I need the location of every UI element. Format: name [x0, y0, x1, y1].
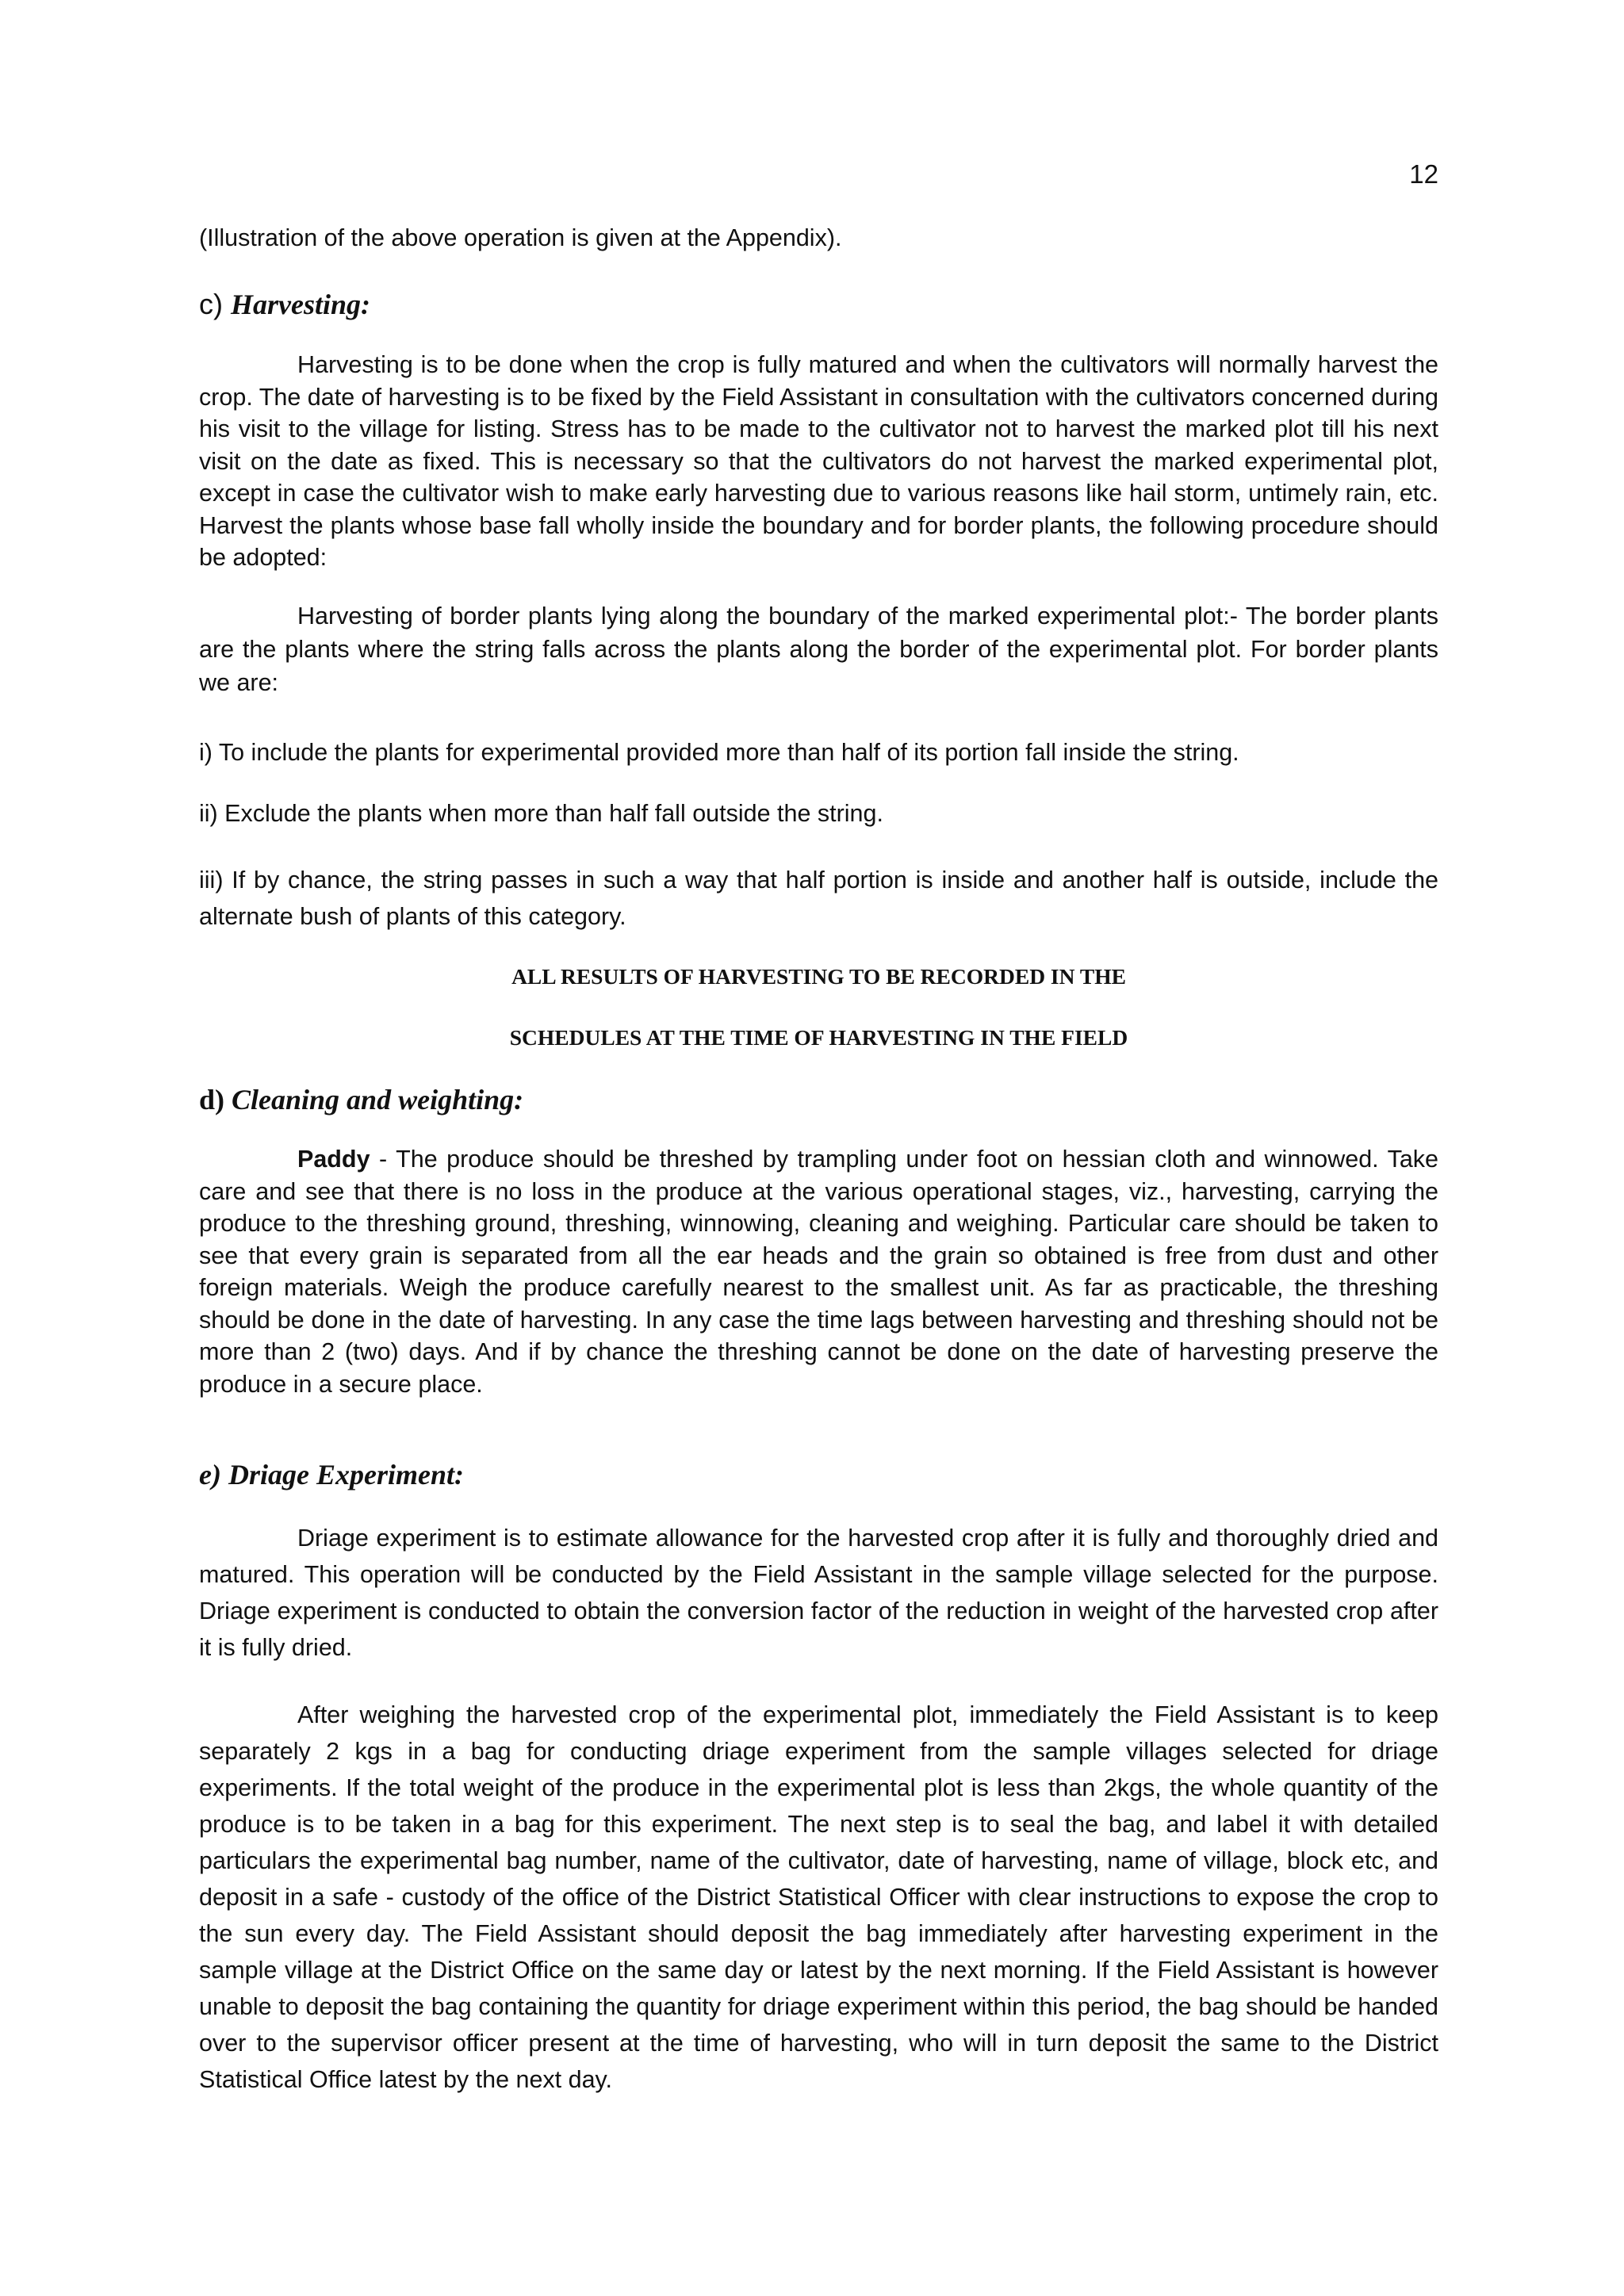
cleaning-paragraph: [199, 1143, 1438, 1400]
intro-line: (Illustration of the above operation is given at the Appendix).: [199, 224, 842, 251]
section-d-letter: d): [199, 1084, 225, 1115]
notice-line-1: ALL RESULTS OF HARVESTING TO BE RECORDED IN THE: [511, 964, 1126, 989]
harvesting-item-3: iii) If by chance, the string passes in such a way that half portion is inside and another half is outside, include the alternate bush of plants of this category.: [199, 867, 1438, 930]
driage-paragraph-1: Driage experiment is to estimate allowance for the harvested crop after it is fully and thoroughly dried and matured. This operation will be conducted by the Field Assistant in the sample village selected for the purpose. Driage experiment is conducted to obtain the conversion factor of the reduction in weight of the harvested crop after it is fully dried.: [199, 1525, 1438, 1661]
section-c-title: Harvesting:: [231, 289, 371, 320]
harvesting-paragraph-2: Harvesting of border plants lying along the boundary of the marked experimental plot:- The border plants are the plants where the string falls across the plants along the border of the experimental plot. For border plants we are:: [199, 603, 1438, 696]
section-c-heading: [199, 287, 1438, 322]
paddy-lead: Paddy: [297, 1146, 370, 1173]
section-d-title: Cleaning and weighting:: [232, 1084, 524, 1115]
harvesting-item-2: ii) Exclude the plants when more than half fall outside the string.: [199, 800, 883, 827]
cleaning-text: - The produce should be threshed by trampling under foot on hessian cloth and winnowed. Take care and see that there is no loss in the produce at the various operational stages, viz., harvesting, carrying the produce to the threshing ground, threshing, winnowing, cleaning and weighing. Particular care should be taken to see that every grain is separated from all the ear heads and the grain so obtained is free from dust and other foreign materials. Weigh the produce carefully nearest to the smallest unit. As far as practicable, the threshing should be done in the date of harvesting. In any case the time lags between harvesting and threshing should not be more than 2 (two) days. And if by chance the threshing cannot be done on the date of harvesting preserve the produce in a secure place.: [199, 1146, 1438, 1398]
section-d-heading: [199, 1082, 1438, 1117]
section-c-letter: c): [199, 288, 223, 320]
notice-line-2: SCHEDULES AT THE TIME OF HARVESTING IN THE FIELD: [509, 1025, 1128, 1050]
page-number: 12: [1409, 159, 1438, 189]
document-page: [199, 0, 1438, 2296]
driage-paragraph-2: After weighing the harvested crop of the experimental plot, immediately the Field Assistant is to keep separately 2 kgs in a bag for conducting driage experiment from the sample villages selected for driage experiments. If the total weight of the produce in the experimental plot is less than 2kgs, the whole quantity of the produce is to be taken in a bag for this experiment. The next step is to seal the bag, and label it with detailed particulars the experimental bag number, name of the cultivator, date of harvesting, name of village, block etc, and deposit in a safe - custody of the office of the District Statistical Officer with clear instructions to expose the crop to the sun every day. The Field Assistant should deposit the bag immediately after harvesting experiment in the sample village at the District Office on the same day or latest by the next morning. If the Field Assistant is however unable to deposit the bag containing the quantity for driage experiment within this period, the bag should be handed over to the supervisor officer present at the time of harvesting, who will in turn deposit the same to the District Statistical Office latest by the next day.: [199, 1701, 1438, 2093]
harvesting-item-1: i) To include the plants for experimental provided more than half of its portion fall inside the string.: [199, 739, 1239, 766]
section-e-heading: e) Driage Experiment:: [199, 1459, 464, 1490]
harvesting-paragraph-1: Harvesting is to be done when the crop is fully matured and when the cultivators will normally harvest the crop. The date of harvesting is to be fixed by the Field Assistant in consultation with the cultivators concerned during his visit to the village for listing. Stress has to be made to the cultivator not to harvest the marked plot till his next visit on the date as fixed. This is necessary so that the cultivators do not harvest the marked experimental plot, except in case the cultivator wish to make early harvesting due to various reasons like hail storm, untimely rain, etc. Harvest the plants whose base fall wholly inside the boundary and for border plants, the following procedure should be adopted:: [199, 351, 1438, 571]
